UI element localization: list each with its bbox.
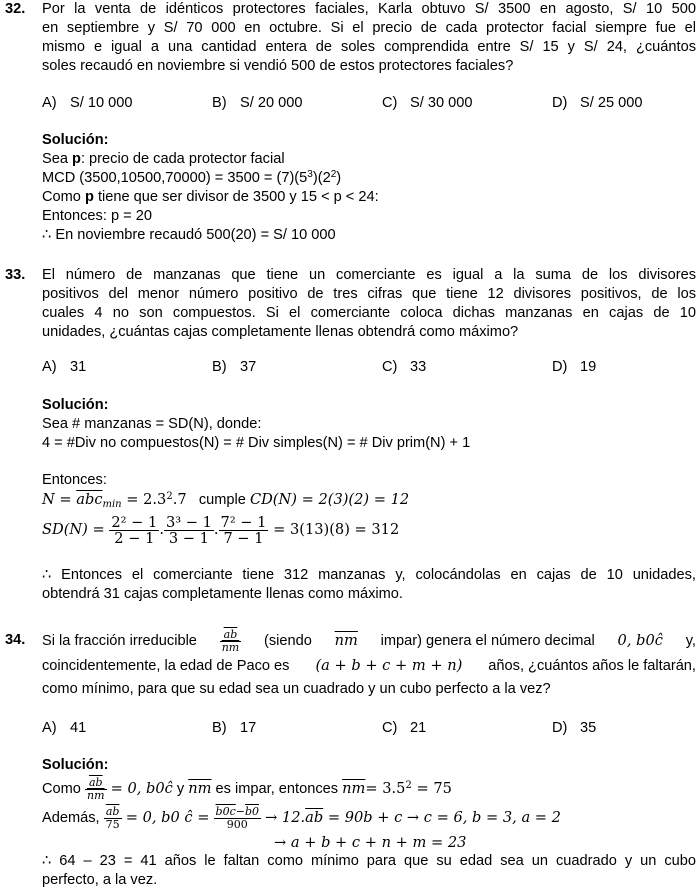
- math-line: Como $\frac{\overline{ab}}{nm}$ = 0, b0ĉ y $\overline{nm}$ es impar, entonces $\overline{nm}= 3.5^2 = 75$: [42, 775, 452, 802]
- option-c[interactable]: C) S/ 30 000: [382, 95, 473, 111]
- solution-conclusion: ∴ 64 – 23 = 41 años le faltan como mínimo para que su edad sea un cuadrado y un cubo perfecto, a la vez.: [42, 853, 696, 888]
- solution-line: Entonces:: [42, 472, 107, 488]
- option-c[interactable]: C) 21: [382, 720, 427, 736]
- option-b[interactable]: B) 37: [212, 359, 257, 375]
- solution-title: Solución:: [42, 757, 109, 773]
- fraction: $\frac{\overline{ab}}{75}$: [105, 804, 120, 831]
- solution-line: Sea p: precio de cada protector facial: [42, 151, 285, 167]
- fraction: $\frac{b0c-b0}{900}$: [215, 804, 259, 831]
- math-line: SD(N) = $\frac{\text{2² − 1}}{2 - 1}$ . $\frac{\text{3³ − 1}}{3 - 1}$ . $\frac{\text{7² − 1}}{7 - 1}$ = 3(13)(8) = 312: [42, 513, 400, 547]
- problem-number: 34.: [5, 632, 26, 648]
- fraction: $\frac{\text{2² − 1}}{2 - 1}$: [111, 513, 158, 547]
- solution-conclusion: ∴ En noviembre recaudó 500(20) = S/ 10 000: [42, 227, 336, 243]
- answer-options: [42, 94, 696, 113]
- option-a[interactable]: A) 41: [42, 720, 87, 736]
- solution-title: Solución:: [42, 397, 109, 413]
- math-line: $N = \overline{abc}_{min} = 2.3^2.7$ cumple CD(N) = 2(3)(2) = 12: [42, 491, 410, 510]
- fraction: $\frac{\text{7² − 1}}{7 - 1}$: [220, 513, 267, 547]
- problem-number: 33.: [5, 267, 26, 283]
- option-a[interactable]: A) 31: [42, 359, 87, 375]
- option-d[interactable]: D) 35: [552, 720, 597, 736]
- solution-line: Sea # manzanas = SD(N), donde:: [42, 416, 262, 432]
- solution: [42, 396, 696, 604]
- answer-options: [42, 719, 696, 738]
- solution-title: Solución:: [42, 132, 109, 148]
- fraction: $\frac{\text{3³ − 1}}{3 - 1}$: [165, 513, 212, 547]
- solution: [42, 131, 696, 245]
- option-d[interactable]: D) S/ 25 000: [552, 95, 643, 111]
- solution: [42, 756, 696, 890]
- option-d[interactable]: D) 19: [552, 359, 597, 375]
- fraction: $\frac{\overline{ab}}{nm}$: [87, 775, 105, 802]
- solution-line: 4 = #Div no compuestos(N) = # Div simples(N) = # Div prim(N) + 1: [42, 435, 471, 451]
- solution-line: Entonces: p = 20: [42, 208, 152, 224]
- problem-statement: Por la venta de idénticos protectores faciales, Karla obtuvo S/ 3500 en agosto, S/ 10 500 en septiembre y S/ 70 000 en octubre. Si el precio de cada protector facial siempre fue el mismo e igual a una cantidad entera de soles comprendida entre S/ 15 y S/ 24, ¿cuántos soles recaudó en noviembre si vendió 500 de estos protectores faciales?: [42, 1, 696, 74]
- problem-statement: El número de manzanas que tiene un comerciante es igual a la suma de los divisores positivos del menor número positivo de tres cifras que tiene 12 divisores positivos, de los cuales 4 no son compuestos. Si el comerciante coloca dichas manzanas en cajas de 10 unidades, ¿cuántas cajas completamente llenas obtendrá como máximo?: [42, 267, 696, 340]
- answer-options: [42, 358, 696, 377]
- math-line: Además, $\frac{\overline{ab}}{75}$ = 0, b0 ĉ = $\frac{b0c-b0}{900}$ → $12.\overline{ab} = 90b + c \to c = 6$, b = 3, a = 2: [42, 804, 561, 831]
- solution-conclusion: ∴ Entonces el comerciante tiene 312 manzanas y, colocándolas en cajas de 10 unidades, obtendrá 31 cajas completamente llenas como máximo.: [42, 567, 696, 602]
- solution-line: MCD $(3500,10500,70000) = 3500 = (7)(5^3)(2^2)$: [42, 169, 342, 186]
- problem-statement: Si la fracción irreducible $\frac{\overline{ab}}{nm}$ (siendo $\overline{nm}$ impar) genera el número decimal 0, b0ĉ y, coincidentemente, la edad de Paco es (a + b + c + m + n) años, ¿cuántos años le faltarán, como mínimo, para que su edad sea un cuadrado y un cubo perfecto a la vez?: [42, 627, 696, 697]
- fraction: $\frac{\overline{ab}}{nm}$: [221, 627, 240, 654]
- problem-number: 32.: [5, 1, 26, 17]
- option-b[interactable]: B) S/ 20 000: [212, 95, 303, 111]
- option-c[interactable]: C) 33: [382, 359, 427, 375]
- option-b[interactable]: B) 17: [212, 720, 257, 736]
- math-line: → a + b + c + n + m = 23: [274, 834, 467, 851]
- option-a[interactable]: A) S/ 10 000: [42, 95, 133, 111]
- solution-line: Como p tiene que ser divisor de 3500 y 15 < p < 24:: [42, 189, 379, 205]
